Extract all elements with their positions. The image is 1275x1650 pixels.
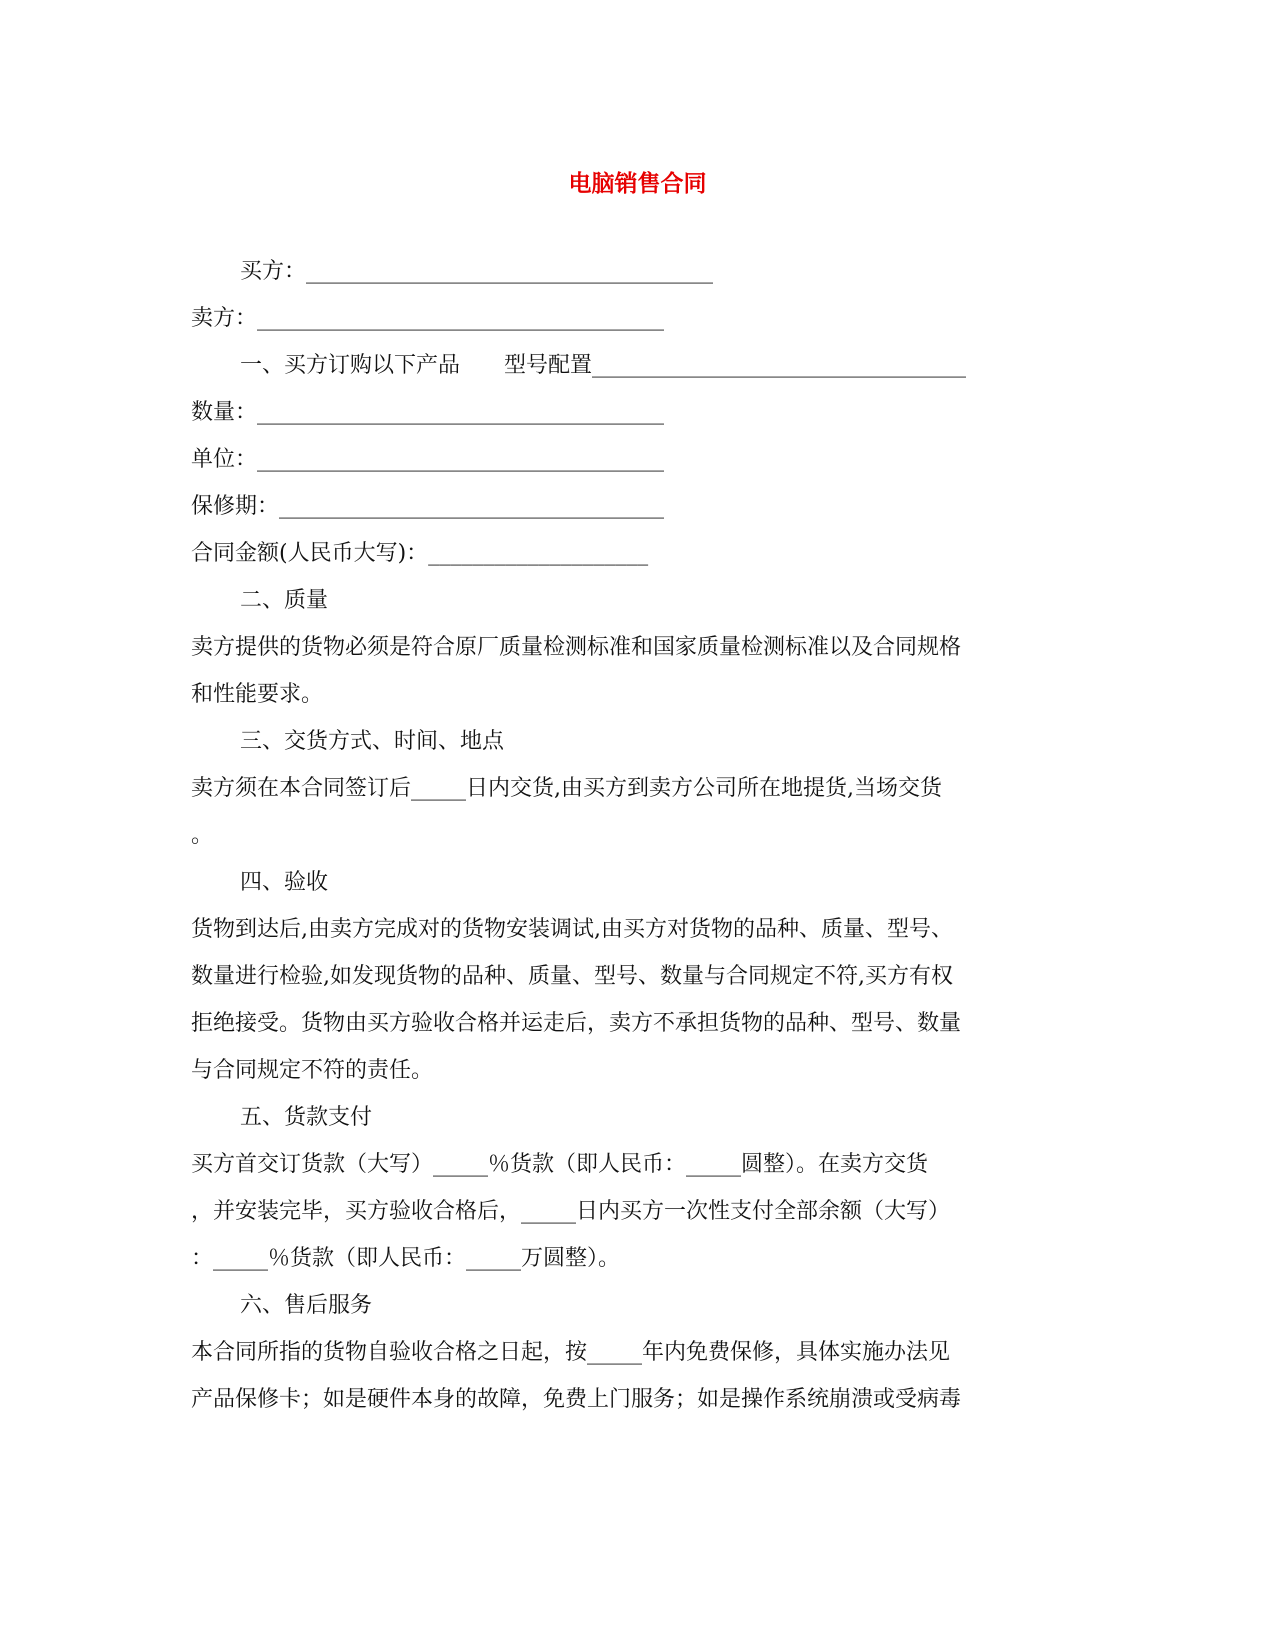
warranty-period-line: 保修期：___________________________________ [191,494,665,519]
section-5-text-line: ，并安装完毕，买方验收合格后，_____日内买方一次性支付全部余额（大写） [191,1199,951,1224]
section-5-text-line: 买方首交订货款（大写）_____％货款（即人民币：_____圆整）。在卖方交货 [191,1152,929,1177]
section-2-heading: 二、质量 [240,588,329,613]
unit-line: 单位：_____________________________________ [191,447,665,472]
section-3-heading: 三、交货方式、时间、地点 [240,729,505,754]
section-2-text-line: 和性能要求。 [191,682,324,707]
section-6-text-line: 本合同所指的货物自验收合格之日起，按_____年内免费保修，具体实施办法见 [191,1340,951,1365]
section-3-text-line: 卖方须在本合同签订后_____日内交货,由买方到卖方公司所在地提货,当场交货 [191,776,942,801]
document-title: 电脑销售合同 [568,171,707,197]
section-3-text-line: 。 [191,823,214,848]
section-2-text-line: 卖方提供的货物必须是符合原厂质量检测标准和国家质量检测标准以及合同规格 [191,635,962,660]
section-4-text-line: 与合同规定不符的责任。 [191,1058,434,1083]
section-6-heading: 六、售后服务 [240,1293,373,1318]
section-4-text-line: 货物到达后,由卖方完成对的货物安装调试,由买方对货物的品种、质量、型号、 [191,917,953,942]
quantity-line: 数量：_____________________________________ [191,400,665,425]
section-4-heading: 四、验收 [240,870,329,895]
section-5-heading: 五、货款支付 [240,1105,373,1130]
section-4-text-line: 数量进行检验,如发现货物的品种、质量、型号、数量与合同规定不符,买方有权 [191,964,953,989]
buyer-line: 买方：_____________________________________ [240,259,714,284]
section-4-text-line: 拒绝接受。货物由买方验收合格并运走后，卖方不承担货物的品种、型号、数量 [191,1011,962,1036]
section-5-text-line: ：_____％货款（即人民币：_____万圆整）。 [191,1246,621,1271]
section-1-heading: 一、买方订购以下产品 型号配置__________________________________ [240,353,967,378]
section-6-text-line: 产品保修卡；如是硬件本身的故障，免费上门服务；如是操作系统崩溃或受病毒 [191,1387,962,1412]
seller-line: 卖方：_____________________________________ [191,306,665,331]
contract-amount-line: 合同金额(人民币大写)：____________________ [191,541,649,566]
